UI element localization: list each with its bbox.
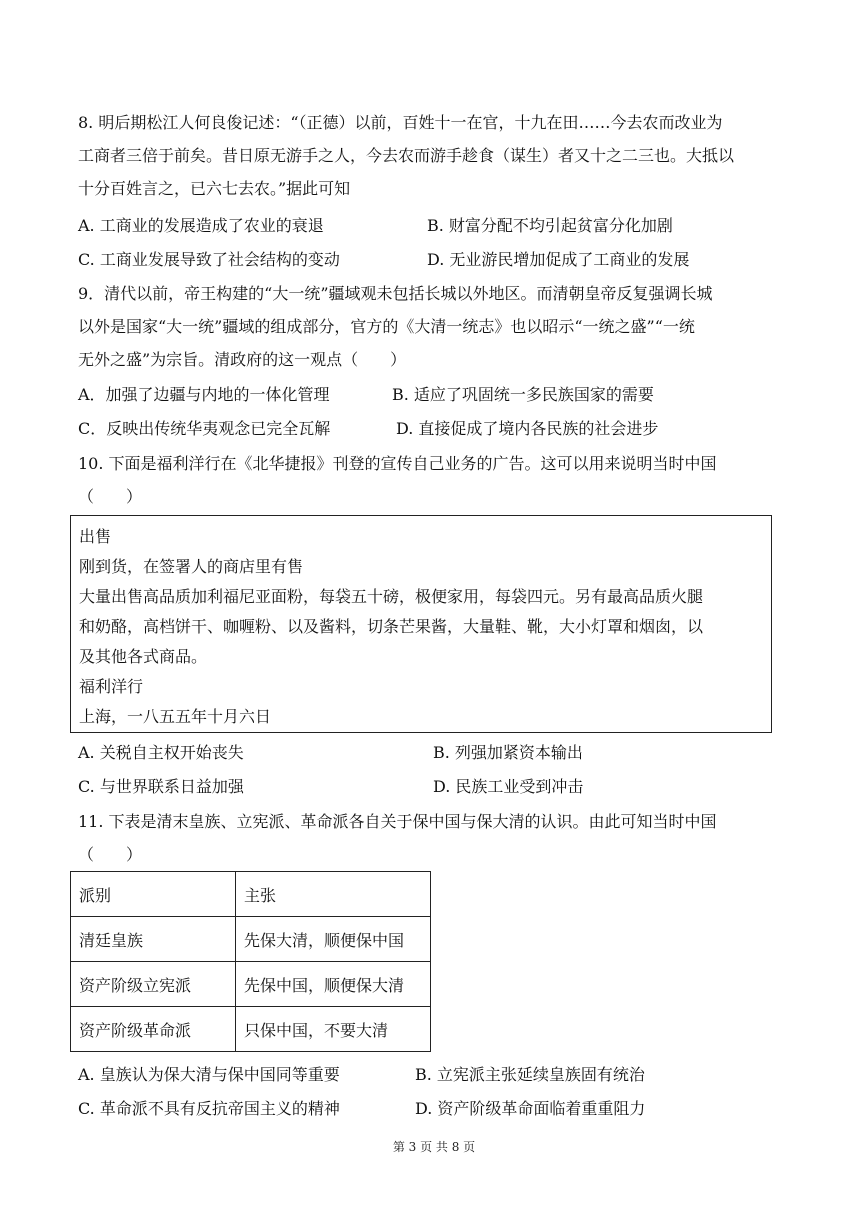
question-9-option-c[interactable]: C．反映出传统华夷观念已完全瓦解	[78, 419, 331, 438]
table-cell: 先保大清，顺便保中国	[236, 917, 431, 962]
question-8-options-row-1	[78, 209, 798, 243]
question-9-option-b[interactable]: B. 适应了巩固统一多民族国家的需要	[392, 385, 654, 404]
table-header-cell: 派别	[71, 872, 236, 917]
question-10-option-a[interactable]: A. 关税自主权开始丧失	[78, 743, 244, 762]
question-11-option-d[interactable]: D. 资产阶级革命面临着重重阻力	[415, 1099, 646, 1118]
ad-line-7: 上海，一八五五年十月六日	[79, 707, 272, 726]
stance-table	[70, 871, 431, 1052]
ad-line-1: 出售	[79, 527, 112, 546]
question-9-line-1: 9．清代以前，帝王构建的“大一统”疆域观未包括长城以外地区。而清朝皇帝反复强调长城	[78, 284, 713, 303]
question-10-line-2: （ ）	[78, 487, 143, 506]
question-10-options-row-1	[78, 736, 798, 770]
question-11-options	[78, 1058, 798, 1126]
question-11-options-row-1	[78, 1058, 798, 1092]
question-10-option-d[interactable]: D. 民族工业受到冲击	[433, 777, 584, 796]
table-row	[71, 917, 431, 962]
table-header-cell: 主张	[236, 872, 431, 917]
question-10-options-row-2	[78, 770, 798, 804]
question-10-option-b[interactable]: B. 列强加紧资本输出	[433, 743, 583, 762]
question-8-line-1: 8. 明后期松江人何良俊记述：“（正德）以前，百姓十一在官，十九在田……今去农而改业为	[78, 113, 723, 132]
question-8-option-a[interactable]: A. 工商业的发展造成了农业的衰退	[78, 216, 324, 235]
question-8-options-row-2	[78, 243, 798, 277]
table-cell: 资产阶级革命派	[71, 1007, 236, 1052]
question-8-line-3: 十分百姓言之，已六七去农。”据此可知	[78, 179, 351, 198]
question-11-options-row-2	[78, 1092, 798, 1126]
question-10-option-c[interactable]: C. 与世界联系日益加强	[78, 777, 244, 796]
ad-line-6: 福利洋行	[79, 677, 144, 696]
table-cell: 资产阶级立宪派	[71, 962, 236, 1007]
question-9-options-row-1	[78, 378, 798, 412]
question-9-option-d[interactable]: D. 直接促成了境内各民族的社会进步	[396, 419, 659, 438]
ad-line-4: 和奶酪，高档饼干、咖喱粉、以及酱料，切条芒果酱，大量鞋、靴，大小灯罩和烟囱，以	[79, 617, 704, 636]
table-cell: 清廷皇族	[71, 917, 236, 962]
table-cell: 先保中国，顺便保大清	[236, 962, 431, 1007]
question-8-option-b[interactable]: B. 财富分配不均引起贫富分化加剧	[427, 216, 673, 235]
question-11-line-1: 11. 下表是清末皇族、立宪派、革命派各自关于保中国与保大清的认识。由此可知当时中国	[78, 812, 717, 831]
question-11-option-c[interactable]: C. 革命派不具有反抗帝国主义的精神	[78, 1099, 340, 1118]
question-8-stem	[78, 106, 798, 205]
question-11-option-b[interactable]: B. 立宪派主张延续皇族固有统治	[415, 1065, 645, 1084]
question-10-stem	[78, 447, 798, 513]
question-8-option-d[interactable]: D. 无业游民增加促成了工商业的发展	[427, 250, 690, 269]
question-9-options	[78, 378, 798, 446]
question-9-options-row-2	[78, 412, 798, 446]
table-row	[71, 962, 431, 1007]
question-11-line-2: （ ）	[78, 845, 143, 864]
table-cell: 只保中国，不要大清	[236, 1007, 431, 1052]
table-row	[71, 1007, 431, 1052]
question-8-option-c[interactable]: C. 工商业发展导致了社会结构的变动	[78, 250, 340, 269]
page-number-footer: 第 3 页 共 8 页	[392, 1140, 476, 1154]
question-11-option-a[interactable]: A. 皇族认为保大清与保中国同等重要	[78, 1065, 340, 1084]
question-9-line-2: 以外是国家“大一统”疆域的组成部分，官方的《大清一统志》也以昭示“一统之盛”“一统	[78, 317, 695, 336]
ad-line-3: 大量出售高品质加利福尼亚面粉，每袋五十磅，极便家用，每袋四元。另有最高品质火腿	[79, 587, 704, 606]
ad-line-2: 刚到货，在签署人的商店里有售	[79, 557, 304, 576]
question-8-line-2: 工商者三倍于前矣。昔日原无游手之人，今去农而游手趁食（谋生）者又十之二三也。大抵以	[78, 146, 735, 165]
question-9-line-3: 无外之盛”为宗旨。清政府的这一观点（ ）	[78, 350, 407, 369]
advertisement-box	[70, 515, 772, 733]
ad-line-5: 及其他各式商品。	[79, 647, 208, 666]
table-header-row	[71, 872, 431, 917]
question-10-line-1: 10. 下面是福利洋行在《北华捷报》刊登的宣传自己业务的广告。这可以用来说明当时中国	[78, 454, 717, 473]
question-9-option-a[interactable]: A．加强了边疆与内地的一体化管理	[78, 385, 330, 404]
question-11-stem	[78, 805, 798, 871]
question-10-options	[78, 736, 798, 804]
question-9-stem	[78, 277, 798, 376]
question-8-options	[78, 209, 798, 277]
